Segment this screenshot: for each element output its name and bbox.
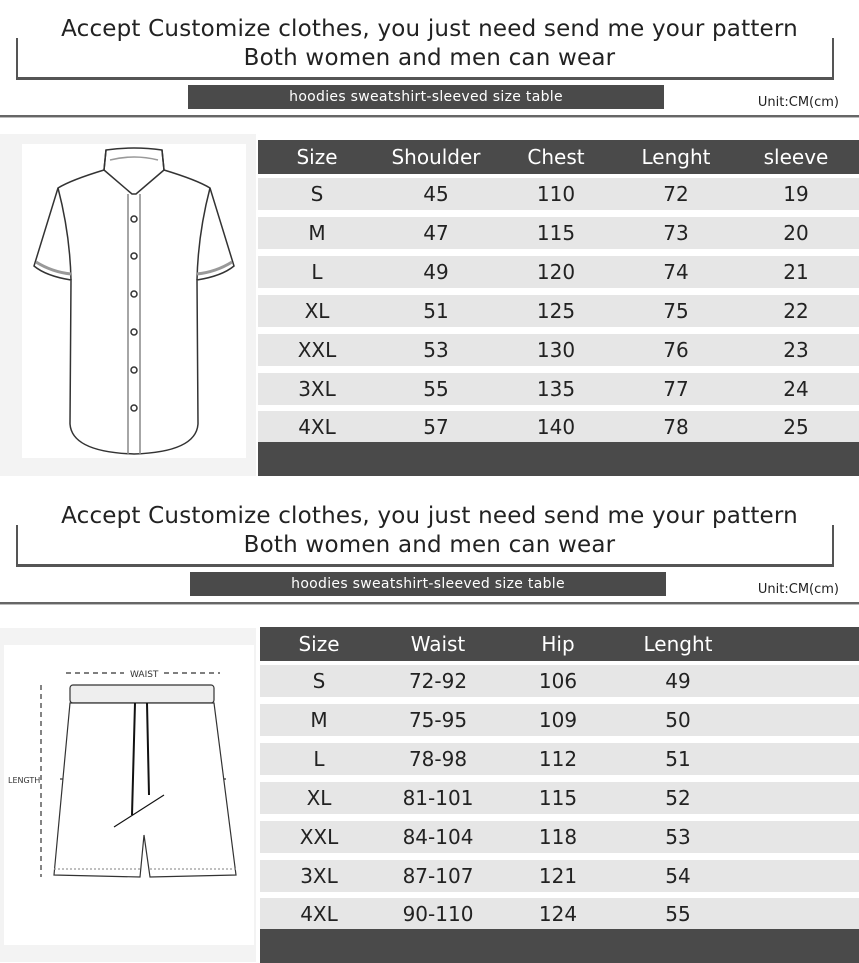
cell-chest: 130 [536,338,576,362]
cell-sleeve: 21 [783,260,809,284]
cell-sleeve: 24 [783,377,809,401]
cell-shoulder: 53 [423,338,449,362]
cell-size: XL [304,299,330,323]
cell-size: 3XL [300,864,338,888]
section-divider [0,602,859,605]
shirt-illustration-icon [22,144,246,458]
cell-waist: 78-98 [408,747,468,771]
table-row [258,256,859,288]
shorts-illustration-panel [0,628,256,962]
shirt-illustration-panel [0,134,256,476]
cell-chest: 125 [536,299,576,323]
cell-length: 49 [665,669,691,693]
table-row [258,178,859,210]
cell-size: L [313,747,325,771]
cell-length: 75 [663,299,689,323]
table-row [260,665,859,697]
cell-size: S [312,669,326,693]
banner-line-2: Both women and men can wear [243,532,616,558]
cell-sleeve: 23 [783,338,809,362]
header-size: Size [296,145,338,169]
unit-label: Unit:CM(cm) [757,582,839,597]
cell-sleeve: 25 [783,415,809,439]
cell-size: 4XL [298,415,336,439]
cell-waist: 81-101 [402,786,474,810]
header-waist: Waist [410,632,466,656]
cell-size: L [311,260,323,284]
cell-waist: 75-95 [408,708,468,732]
svg-text:LENGTH: LENGTH [8,776,41,785]
table-footer-bar [258,442,859,476]
table-header [258,140,859,174]
shirt-size-table [258,140,859,476]
cell-chest: 140 [536,415,576,439]
cell-length: 50 [665,708,691,732]
cell-size: S [310,182,324,206]
cell-length: 53 [665,825,691,849]
header-size: Size [298,632,340,656]
cell-waist: 72-92 [408,669,468,693]
cell-length: 51 [665,747,691,771]
section-divider [0,115,859,118]
cell-hip: 115 [538,786,578,810]
table-row [260,821,859,853]
table-row [260,704,859,736]
shorts-size-table [260,627,859,962]
cell-sleeve: 20 [783,221,809,245]
header-length: Lenght [641,145,711,169]
table-header [260,627,859,661]
shorts-size-section [0,487,859,962]
shorts-illustration-icon [4,645,254,945]
cell-waist: 90-110 [402,902,474,926]
cell-waist: 87-107 [402,864,474,888]
table-row [258,334,859,366]
table-row [258,295,859,327]
cell-shoulder: 47 [423,221,449,245]
unit-label: Unit:CM(cm) [757,95,839,110]
table-row [260,860,859,892]
cell-hip: 112 [538,747,578,771]
banner-line-1: Accept Customize clothes, you just need send me your pattern [61,503,798,529]
banner-line-1: Accept Customize clothes, you just need send me your pattern [61,16,798,42]
cell-length: 55 [665,902,691,926]
cell-sleeve: 19 [783,182,809,206]
cell-hip: 109 [538,708,578,732]
cell-hip: 106 [538,669,578,693]
cell-length: 72 [663,182,689,206]
shirt-size-section [0,0,859,480]
cell-length: 73 [663,221,689,245]
header-hip: Hip [541,632,575,656]
table-row [260,743,859,775]
cell-shoulder: 57 [423,415,449,439]
cell-size: M [308,221,326,245]
cell-shoulder: 45 [423,182,449,206]
cell-chest: 110 [536,182,576,206]
banner-line-2: Both women and men can wear [243,45,616,71]
cell-size: 3XL [298,377,336,401]
subtitle-bar: hoodies sweatshirt-sleeved size table [190,572,666,596]
cell-length: 52 [665,786,691,810]
table-footer-bar [260,929,859,963]
cell-shoulder: 51 [423,299,449,323]
cell-size: XXL [299,825,339,849]
cell-hip: 121 [538,864,578,888]
cell-hip: 124 [538,902,578,926]
cell-length: 74 [663,260,689,284]
table-row [258,411,859,443]
table-row [260,898,859,930]
cell-size: XXL [297,338,337,362]
cell-chest: 120 [536,260,576,284]
header-chest: Chest [527,145,585,169]
cell-chest: 115 [536,221,576,245]
cell-chest: 135 [536,377,576,401]
cell-size: XL [306,786,332,810]
cell-length: 54 [665,864,691,888]
cell-length: 76 [663,338,689,362]
svg-text:WAIST: WAIST [130,670,159,680]
cell-sleeve: 22 [783,299,809,323]
cell-shoulder: 55 [423,377,449,401]
cell-waist: 84-104 [402,825,474,849]
cell-shoulder: 49 [423,260,449,284]
table-row [258,373,859,405]
subtitle-bar: hoodies sweatshirt-sleeved size table [188,85,664,109]
header-shoulder: Shoulder [391,145,481,169]
cell-size: 4XL [300,902,338,926]
cell-length: 77 [663,377,689,401]
header-sleeve: sleeve [763,145,829,169]
header-length: Lenght [643,632,713,656]
table-row [258,217,859,249]
cell-size: M [310,708,328,732]
table-row [260,782,859,814]
cell-hip: 118 [538,825,578,849]
cell-length: 78 [663,415,689,439]
